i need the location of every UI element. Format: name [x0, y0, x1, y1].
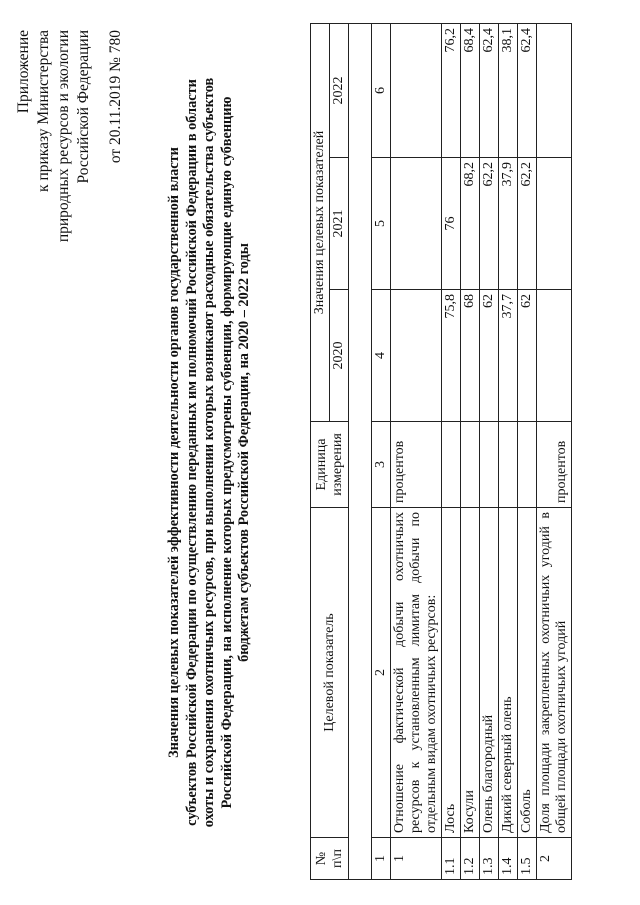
row-indicator: Доля площади закрепленных охотничьих угодий в общей площади охотничьих угодий [537, 508, 572, 838]
index-cell: 5 [372, 158, 391, 290]
title-line: бюджетам субъектов Российской Федерации, на 2020 – 2022 годы [236, 243, 252, 662]
title-line: субъектов Российской Федерации по осуществлению переданных им полномочий Российской Федерации в области [183, 79, 200, 826]
table-row [442, 24, 461, 880]
row-value-2022: 62,4 [518, 24, 537, 158]
row-indicator: Лось [442, 508, 461, 838]
header-year: 2020 [330, 290, 349, 422]
approval-block [14, 30, 126, 242]
approval-line: к приказу Министерства [35, 30, 52, 192]
approval-date: от 20.11.2019 № 780 [107, 30, 124, 164]
row-unit: процентов [537, 422, 572, 508]
row-indicator: Олень благородный [480, 508, 499, 838]
row-value-2020: 68 [461, 290, 480, 422]
header-indicator: Целевой показатель [311, 508, 349, 838]
row-value-2021: 62,2 [518, 158, 537, 290]
row-unit [518, 422, 537, 508]
row-unit [442, 422, 461, 508]
title-line: Российской Федерации, на исполнение которых предусмотрены субвенции, формирующие единую субвенцию [218, 96, 235, 809]
index-cell: 1 [372, 838, 391, 880]
row-value-2022 [391, 24, 442, 158]
approval-line: Российской Федерации [75, 30, 92, 184]
row-value-2022: 76,2 [442, 24, 461, 158]
index-cell: 2 [372, 508, 391, 838]
row-unit [480, 422, 499, 508]
row-num: 1.1 [442, 838, 461, 880]
row-value-2020: 62 [518, 290, 537, 422]
row-value-2022 [537, 24, 572, 158]
row-unit: процентов [391, 422, 442, 508]
row-num: 2 [537, 838, 572, 880]
header-num: № п\п [311, 838, 349, 880]
header-values-group: Значения целевых показателей [311, 24, 330, 422]
index-cell: 6 [372, 24, 391, 158]
header-year: 2021 [330, 158, 349, 290]
row-value-2022: 38,1 [499, 24, 518, 158]
row-num: 1.5 [518, 838, 537, 880]
table-gap [349, 24, 372, 880]
title-line: Значения целевых показателей эффективности деятельности органов государственной власти [166, 147, 182, 758]
row-value-2021 [391, 158, 442, 290]
header-unit: Единица измерения [311, 422, 349, 508]
column-index-row [372, 24, 391, 880]
table-row [480, 24, 499, 880]
table-row [499, 24, 518, 880]
row-value-2020: 62 [480, 290, 499, 422]
header-row [311, 24, 330, 880]
row-indicator: Дикий северный олень [499, 508, 518, 838]
row-value-2020: 37,7 [499, 290, 518, 422]
row-unit [499, 422, 518, 508]
index-cell: 3 [372, 422, 391, 508]
row-indicator: Соболь [518, 508, 537, 838]
row-value-2021 [537, 158, 572, 290]
header-year: 2022 [330, 24, 349, 158]
index-cell: 4 [372, 290, 391, 422]
row-value-2021: 68,2 [461, 158, 480, 290]
row-indicator: Отношение фактической добычи охотничьих ресурсов к установленным лимитам добычи по отдельным видам охотничьих ресурсов: [391, 508, 442, 838]
approval-line: природных ресурсов и экологии [55, 30, 72, 243]
row-indicator: Косули [461, 508, 480, 838]
row-value-2020 [391, 290, 442, 422]
row-value-2022: 62,4 [480, 24, 499, 158]
table-row [461, 24, 480, 880]
approval-line: Приложение [15, 30, 32, 114]
row-value-2022: 68,4 [461, 24, 480, 158]
table-row [537, 24, 572, 880]
row-unit [461, 422, 480, 508]
document-title [166, 20, 254, 885]
indicators-table [310, 23, 572, 880]
row-num: 1.2 [461, 838, 480, 880]
row-value-2021: 37,9 [499, 158, 518, 290]
row-value-2021: 62,2 [480, 158, 499, 290]
row-value-2020: 75,8 [442, 290, 461, 422]
row-value-2020 [537, 290, 572, 422]
row-num: 1.3 [480, 838, 499, 880]
table-row [391, 24, 442, 880]
row-num: 1.4 [499, 838, 518, 880]
row-num: 1 [391, 838, 442, 880]
row-value-2021: 76 [442, 158, 461, 290]
table-row [518, 24, 537, 880]
title-line: охоты и сохранения охотничьих ресурсов, при выполнении которых возникают расходные обязательства субъектов [201, 77, 217, 828]
